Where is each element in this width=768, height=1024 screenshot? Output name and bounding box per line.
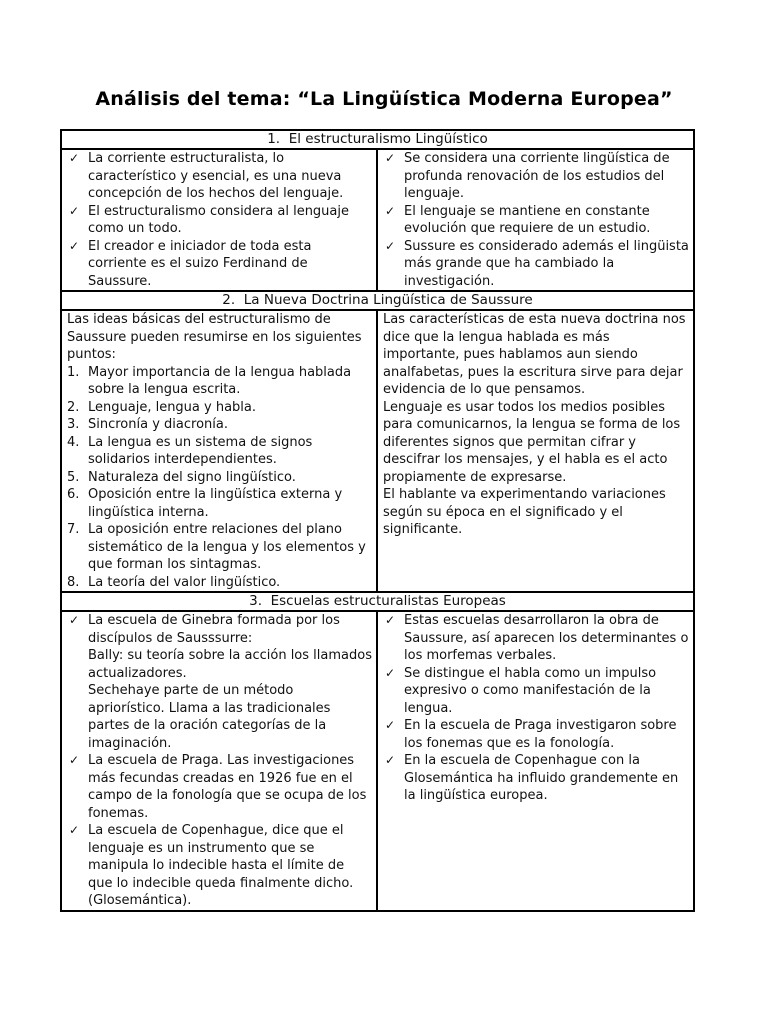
section-3-title: Escuelas estructuralistas Europeas	[270, 593, 506, 609]
section-2-paragraph: Las características de esta nueva doctrina nos dice que la lengua hablada es más importante, pues hablamos aun siendo analfabetas, pues la escritura sirve para dejar evidencia de lo que pensamos.	[383, 312, 686, 397]
checkmark-icon: ✓	[385, 665, 396, 680]
section-1-heading-row	[61, 130, 694, 149]
list-item: 3. Sincronía y diacronía.	[67, 417, 228, 432]
section-1-right-cell	[377, 149, 694, 291]
section-2-paragraph: Lenguaje es usar todos los medios posibles para comunicarnos, la lengua se forma de los diferentes signos que permitan cifrar y descifrar los mensajes, y el habla es el acto propiamente de expresarse.	[383, 399, 681, 485]
section-3-number: 3.	[249, 593, 263, 609]
checkmark-icon: ✓	[69, 823, 80, 837]
sub-line: Bally: su teoría sobre la acción los llamados actualizadores.	[88, 648, 372, 681]
list-item: 1. Mayor importancia de la lengua hablada sobre la lengua escrita.	[67, 364, 352, 397]
list-item: 7. La oposición entre relaciones del plano sistemático de la lengua y los elementos y que forman los sintagmas.	[67, 522, 366, 572]
section-3-heading	[61, 592, 694, 611]
checkmark-icon: ✓	[385, 203, 396, 218]
section-2-heading	[61, 291, 694, 310]
list-item: ✓ La escuela de Ginebra formada por los discípulos de Sausssurre: Bally: su teoría sobre la acción los llamados actualizadores. Sechehaye parte de un método apriorístico. Llama a las tradicionales partes de la oración categorías de la imaginación.	[69, 613, 372, 751]
section-1-content-row	[61, 149, 694, 291]
checkmark-icon: ✓	[69, 753, 80, 767]
section-2-left-cell	[61, 310, 377, 592]
section-2-numbered-list	[67, 364, 372, 592]
list-item: 5. Naturaleza del signo lingüístico.	[67, 469, 296, 485]
checkmark-icon: ✓	[69, 151, 80, 165]
list-item: 2. Lenguaje, lengua y habla.	[67, 399, 257, 415]
section-2-paragraph: El hablante va experimentando variaciones según su época en el significado y el significante.	[383, 487, 666, 537]
checkmark-icon: ✓	[385, 238, 396, 253]
section-3-right-cell	[377, 611, 694, 911]
checkmark-icon: ✓	[385, 151, 396, 165]
section-3-heading-row	[61, 592, 694, 611]
checkmark-icon: ✓	[69, 238, 80, 253]
list-item: ✓ La escuela de Praga. Las investigaciones más fecundas creadas en 1926 fue en el campo de la fonología que se ocupa de los fonemas.	[69, 753, 367, 821]
list-item: ✓ En la escuela de Praga investigaron sobre los fonemas que es la fonología.	[385, 718, 677, 751]
list-item: ✓ El estructuralismo considera al lenguaje como un todo.	[69, 203, 349, 236]
list-item: ✓ Se considera una corriente lingüística de profunda renovación de los estudios del lenguaje.	[385, 151, 670, 201]
section-3-left-list	[67, 612, 372, 910]
section-3-left-cell	[61, 611, 377, 911]
list-item: ✓ La escuela de Copenhague, dice que el lenguaje es un instrumento que se manipula lo indecible hasta el límite de que lo indecible queda finalmente dicho. (Glosemántica).	[69, 823, 354, 908]
list-item: ✓ Sussure es considerado además el lingüista más grande que ha cambiado la investigación.	[385, 238, 689, 289]
section-2-heading-row	[61, 291, 694, 310]
list-item: ✓ La corriente estructuralista, lo característico y esencial, es una nueva concepción de los hechos del lenguaje.	[69, 151, 344, 201]
section-1-right-list	[383, 150, 689, 290]
section-2-content-row	[61, 310, 694, 592]
checkmark-icon: ✓	[69, 613, 80, 627]
list-item: 8. La teoría del valor lingüístico.	[67, 574, 281, 590]
list-item: 4. La lengua es un sistema de signos solidarios interdependientes.	[67, 434, 313, 467]
list-item: ✓ Se distingue el habla como un impulso expresivo o como manifestación de la lengua.	[385, 665, 657, 716]
list-item: 6. Oposición entre la lingüística externa y lingüística interna.	[67, 487, 343, 520]
section-1-title: El estructuralismo Lingüístico	[288, 131, 488, 147]
section-2-intro: Las ideas básicas del estructuralismo de Saussure pueden resumirse en los siguientes puntos:	[67, 312, 362, 362]
page-title: Análisis del tema: “La Lingüística Moderna Europea”	[95, 88, 673, 110]
section-1-number: 1.	[267, 131, 281, 147]
section-2-number: 2.	[222, 292, 236, 308]
section-2-title: La Nueva Doctrina Lingüística de Saussure	[243, 292, 533, 308]
sub-line: Sechehaye parte de un método apriorístico. Llama a las tradicionales partes de la oración categorías de la imaginación.	[88, 683, 331, 751]
section-1-left-cell	[61, 149, 377, 291]
section-1-heading	[61, 130, 694, 149]
list-item: ✓ El creador e iniciador de toda esta corriente es el suizo Ferdinand de Saussure.	[69, 238, 312, 289]
section-3-content-row	[61, 611, 694, 911]
checkmark-icon: ✓	[69, 203, 80, 218]
section-1-left-list	[67, 150, 372, 290]
section-2-right-cell	[377, 310, 694, 592]
checkmark-icon: ✓	[385, 613, 396, 627]
checkmark-icon: ✓	[385, 718, 396, 732]
section-3-right-list	[383, 612, 689, 805]
list-item: ✓ Estas escuelas desarrollaron la obra de Saussure, así aparecen los determinantes o los morfemas verbales.	[385, 613, 689, 663]
checkmark-icon: ✓	[385, 753, 396, 767]
analysis-table	[60, 129, 695, 912]
list-item: ✓ El lenguaje se mantiene en constante evolución que requiere de un estudio.	[385, 203, 651, 236]
list-item: ✓ En la escuela de Copenhague con la Glosemántica ha influido grandemente en la lingüística europea.	[385, 753, 679, 803]
